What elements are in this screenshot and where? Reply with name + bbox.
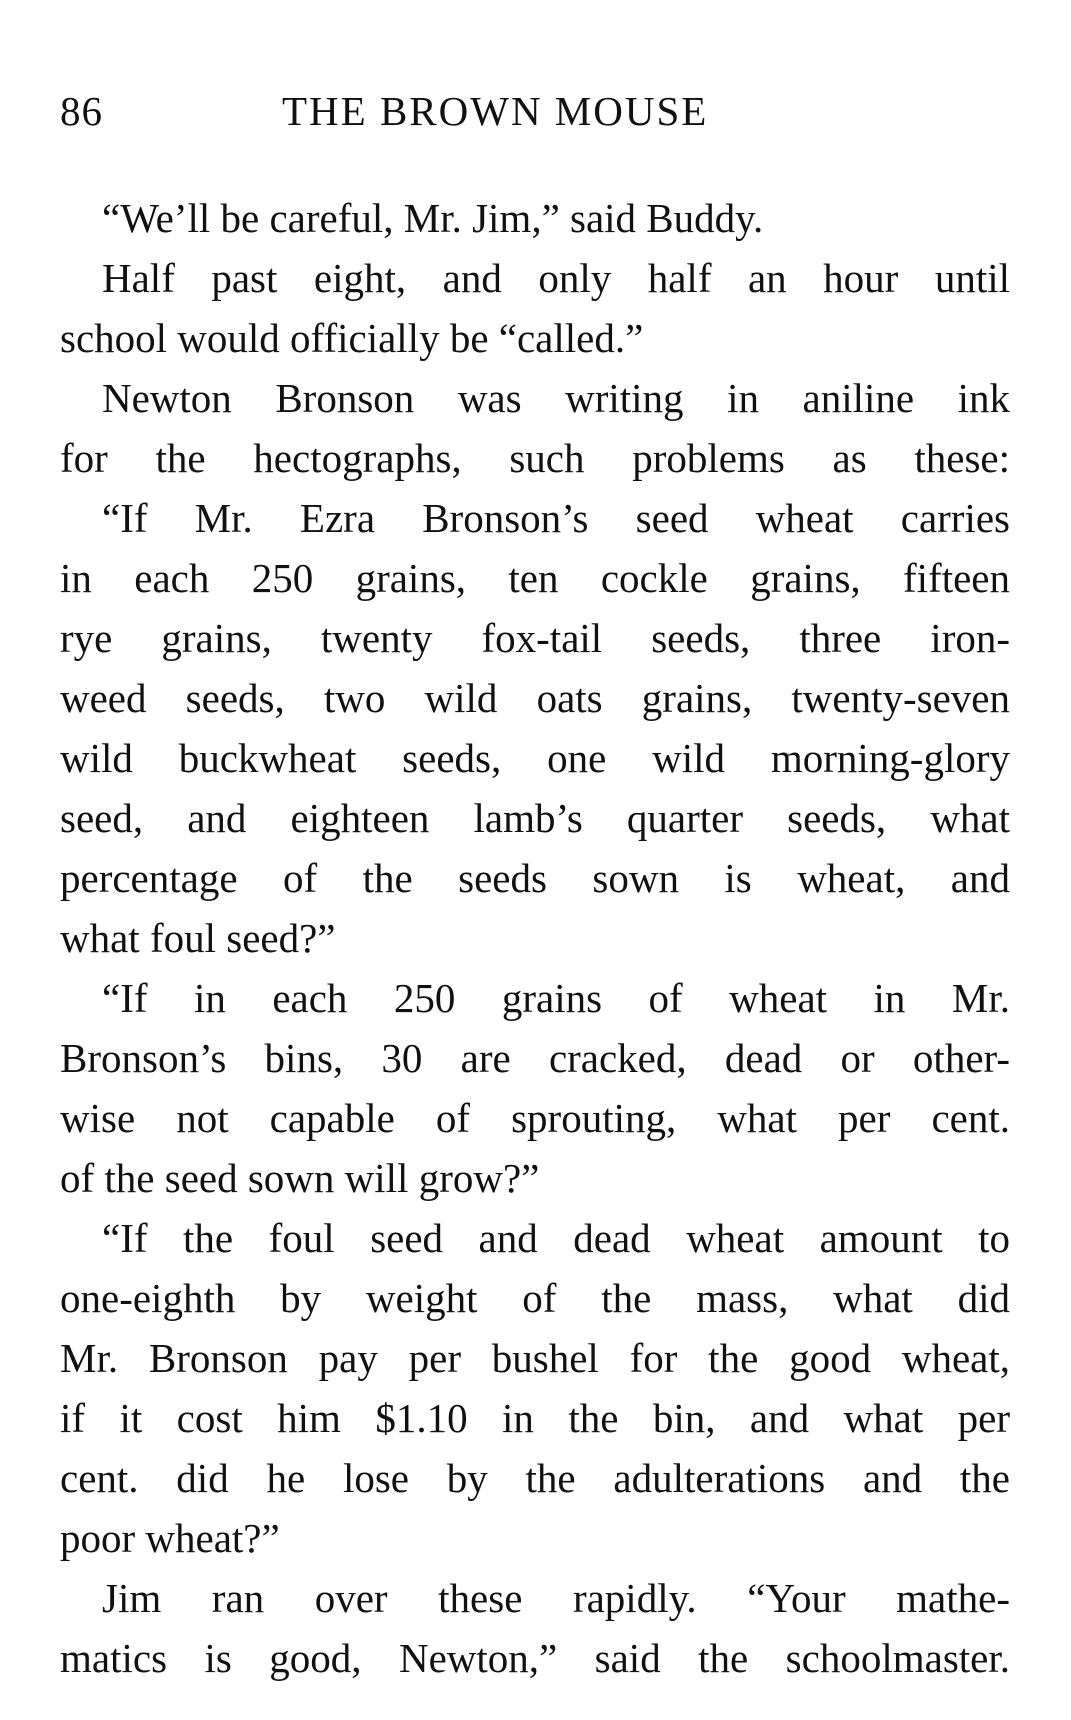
- text-line: cent. did he lose by the adulterations and the: [60, 1455, 1010, 1501]
- text-line: in each 250 grains, ten cockle grains, fifteen: [60, 555, 1010, 601]
- text-line: “We’ll be careful, Mr. Jim,” said Buddy.: [102, 195, 764, 241]
- page-number: 86: [60, 88, 103, 134]
- text-line: wild buckwheat seeds, one wild morning-glory: [60, 735, 1010, 781]
- text-line: Mr. Bronson pay per bushel for the good wheat,: [60, 1335, 1010, 1381]
- text-line: for the hectographs, such problems as these:: [60, 435, 1010, 481]
- text-line: of the seed sown will grow?”: [60, 1155, 540, 1201]
- text-line: if it cost him $1.10 in the bin, and what per: [60, 1395, 1010, 1441]
- running-head: THE BROWN MOUSE: [282, 88, 709, 134]
- text-line: “If Mr. Ezra Bronson’s seed wheat carries: [102, 495, 1010, 541]
- text-line: Half past eight, and only half an hour until: [102, 255, 1010, 301]
- text-line: Jim ran over these rapidly. “Your mathe-: [102, 1575, 1010, 1621]
- text-line: one-eighth by weight of the mass, what did: [60, 1275, 1010, 1321]
- text-line: “If the foul seed and dead wheat amount to: [102, 1215, 1010, 1261]
- page-header: [60, 86, 1010, 136]
- text-line: poor wheat?”: [60, 1515, 280, 1561]
- text-line: rye grains, twenty fox-tail seeds, three iron-: [60, 615, 1010, 661]
- text-line: “If in each 250 grains of wheat in Mr.: [102, 975, 1010, 1021]
- text-line: percentage of the seeds sown is wheat, and: [60, 855, 1010, 901]
- text-line: Newton Bronson was writing in aniline ink: [102, 375, 1010, 421]
- body-text: [60, 188, 1010, 1688]
- text-line: school would officially be “called.”: [60, 315, 644, 361]
- text-line: what foul seed?”: [60, 915, 336, 961]
- text-line: seed, and eighteen lamb’s quarter seeds, what: [60, 795, 1010, 841]
- text-line: Bronson’s bins, 30 are cracked, dead or other-: [60, 1035, 1010, 1081]
- text-line: matics is good, Newton,” said the schoolmaster.: [60, 1635, 1010, 1681]
- text-line: wise not capable of sprouting, what per cent.: [60, 1095, 1010, 1141]
- text-line: weed seeds, two wild oats grains, twenty-seven: [60, 675, 1010, 721]
